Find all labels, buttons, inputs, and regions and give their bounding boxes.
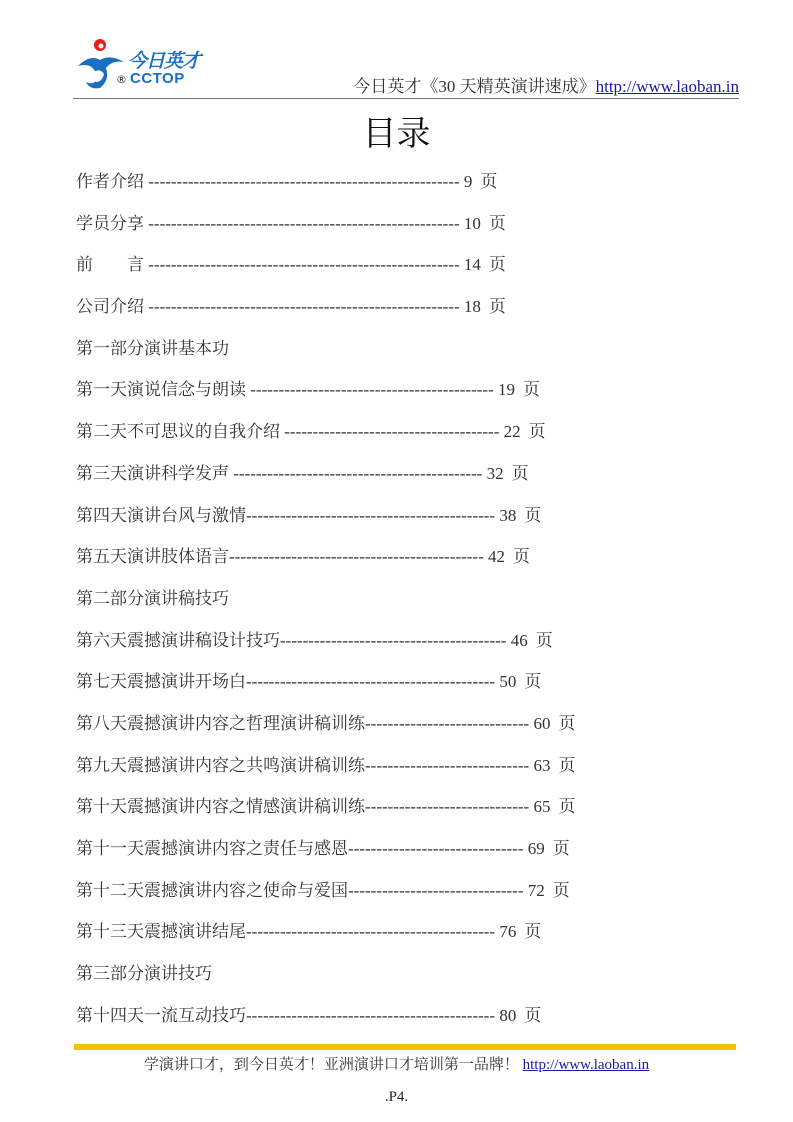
logo-en-text: CCTOP (130, 70, 185, 87)
toc-leader: ------------------------------- (348, 839, 524, 858)
header-divider (73, 98, 739, 99)
footer-link[interactable]: http://www.laoban.in (522, 1057, 650, 1073)
toc-page: 18 (463, 297, 481, 317)
toc-label: 学员分享 (76, 213, 149, 233)
toc-label: 公司介绍 (76, 297, 149, 317)
footer-slogan-text: 学演讲口才，到今日英才！亚洲演讲口才培训第一品牌！ (143, 1057, 519, 1073)
toc-page: 9 (463, 172, 473, 191)
toc-page-unit: 页 (524, 1005, 542, 1025)
toc-label: 第五天演讲肢体语言 (76, 547, 229, 567)
toc-page: 69 (527, 839, 545, 858)
toc-entry-day-14[interactable] (76, 1002, 756, 1044)
toc-leader: ------------------------------------------------------- (148, 255, 460, 275)
toc-entry-day-5[interactable] (76, 543, 756, 585)
toc-label: 第三天演讲科学发声 (76, 463, 234, 483)
toc-label: 作者介绍 (76, 172, 149, 191)
toc-entry-day-6[interactable] (76, 627, 756, 669)
toc-leader: ----------------------------- (365, 755, 530, 775)
footer-slogan (0, 1053, 793, 1074)
toc-page-unit: 页 (558, 755, 576, 775)
header-link[interactable]: http://www.laoban.in (595, 77, 739, 96)
toc-page-unit: 页 (480, 172, 498, 191)
toc-entry-day-8[interactable] (76, 710, 756, 752)
toc-label: 第一天演说信念与朗读 (76, 380, 251, 400)
toc-page: 60 (533, 713, 551, 733)
toc-label: 第九天震撼演讲内容之共鸣演讲稿训练 (76, 755, 365, 775)
toc-page: 46 (510, 630, 528, 650)
toc-label: 第四天演讲台风与激情 (76, 505, 246, 525)
toc-entry-author[interactable] (76, 168, 756, 210)
page-number: .P4. (384, 1089, 409, 1105)
toc-label: 第十一天震撼演讲内容之责任与感恩 (76, 839, 348, 858)
toc-page: 10 (463, 213, 481, 233)
toc-entry-day-4[interactable] (76, 502, 756, 544)
toc-leader: -------------------------------------------- (246, 922, 496, 942)
toc-entry-preface[interactable] (76, 251, 756, 293)
cctop-logo (76, 36, 201, 92)
toc-page: 19 (497, 380, 515, 400)
page-title: 目录 (362, 116, 431, 153)
toc-entry-day-12[interactable] (76, 877, 756, 919)
toc-page-unit: 页 (552, 880, 570, 900)
toc-leader: -------------------------------------------- (246, 672, 496, 692)
toc-leader: ------------------------------------------------------- (148, 213, 460, 233)
toc-page: 50 (499, 672, 517, 692)
toc-page-unit: 页 (558, 797, 576, 817)
toc-entry-student-sharing[interactable] (76, 210, 756, 252)
toc-page: 32 (486, 463, 504, 483)
toc-leader: -------------------------------------------- (246, 505, 496, 525)
footer-divider (74, 1044, 736, 1050)
toc-label: 第十三天震撼演讲结尾 (76, 922, 246, 942)
toc-leader: ----------------------------- (365, 713, 530, 733)
toc-label: 第八天震撼演讲内容之哲理演讲稿训练 (76, 713, 365, 733)
toc-page-unit: 页 (524, 672, 542, 692)
toc-label: 前 言 (76, 255, 149, 275)
toc-page-unit: 页 (513, 547, 531, 567)
toc-section-part-1 (76, 335, 756, 377)
toc-leader: -------------------------------------- (284, 422, 500, 442)
toc-page: 14 (463, 255, 481, 275)
toc-page: 65 (533, 797, 551, 817)
toc-page: 76 (499, 922, 517, 942)
toc-section-heading: 第一部分演讲基本功 (76, 338, 229, 358)
toc-page: 63 (533, 755, 551, 775)
toc-label: 第十四天一流互动技巧 (76, 1005, 246, 1025)
toc-page: 80 (499, 1005, 517, 1025)
toc-leader: ------------------------------- (348, 880, 524, 900)
header-title (353, 72, 739, 97)
toc-entry-day-11[interactable] (76, 835, 756, 877)
toc-page-unit: 页 (552, 839, 570, 858)
logo-cn-text: 今日英才 (128, 50, 201, 72)
toc-page: 42 (488, 547, 506, 567)
table-of-contents (76, 168, 756, 1043)
toc-entry-day-3[interactable] (76, 460, 756, 502)
header-title-text: 今日英才《30 天精英演讲速成》 (353, 77, 596, 96)
toc-entry-day-2[interactable] (76, 418, 756, 460)
toc-label: 第十天震撼演讲内容之情感演讲稿训练 (76, 797, 365, 817)
toc-section-heading: 第三部分演讲技巧 (76, 964, 212, 984)
toc-section-heading: 第二部分演讲稿技巧 (76, 588, 229, 608)
toc-entry-day-10[interactable] (76, 793, 756, 835)
toc-leader: -------------------------------------------- (233, 463, 483, 483)
toc-leader: ----------------------------- (365, 797, 530, 817)
toc-section-part-3 (76, 960, 756, 1002)
toc-page-unit: 页 (558, 713, 576, 733)
toc-label: 第七天震撼演讲开场白 (76, 672, 246, 692)
toc-leader: ------------------------------------------- (250, 380, 494, 400)
toc-page-unit: 页 (488, 297, 506, 317)
toc-entry-day-7[interactable] (76, 668, 756, 710)
toc-entry-day-1[interactable] (76, 376, 756, 418)
toc-page-unit: 页 (511, 463, 529, 483)
toc-page-unit: 页 (488, 255, 506, 275)
toc-page-unit: 页 (528, 422, 546, 442)
toc-page: 22 (503, 422, 521, 442)
toc-entry-company[interactable] (76, 293, 756, 335)
toc-leader: -------------------------------------------- (246, 1005, 496, 1025)
toc-leader: ------------------------------------------------------- (148, 297, 460, 317)
toc-leader: --------------------------------------------- (229, 547, 484, 567)
toc-label: 第二天不可思议的自我介绍 (76, 422, 285, 442)
toc-label: 第六天震撼演讲稿设计技巧 (76, 630, 280, 650)
toc-label: 第十二天震撼演讲内容之使命与爱国 (76, 880, 348, 900)
toc-page-unit: 页 (535, 630, 553, 650)
toc-page-unit: 页 (524, 922, 542, 942)
toc-section-part-2 (76, 585, 756, 627)
toc-leader: ---------------------------------------- (280, 630, 507, 650)
toc-page: 38 (499, 505, 517, 525)
toc-page-unit: 页 (488, 213, 506, 233)
registered-mark: ® (116, 73, 127, 86)
toc-page-unit: 页 (522, 380, 540, 400)
toc-page: 72 (527, 880, 545, 900)
toc-entry-day-9[interactable] (76, 752, 756, 794)
toc-entry-day-13[interactable] (76, 918, 756, 960)
toc-page-unit: 页 (524, 505, 542, 525)
toc-leader: ------------------------------------------------------- (148, 172, 460, 191)
